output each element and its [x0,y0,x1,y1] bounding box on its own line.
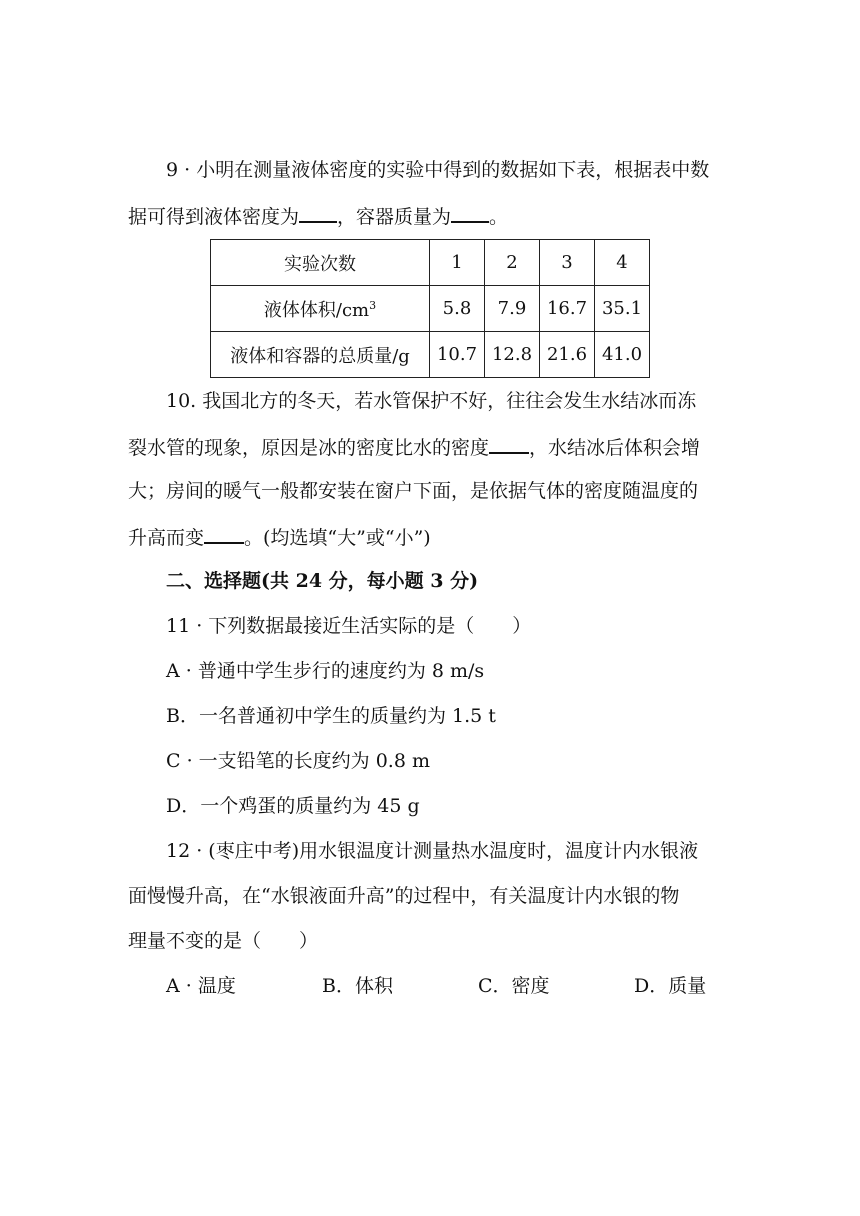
q9-text-b: ，容器质量为 [337,206,452,228]
table-row [211,332,650,378]
q12-option-a[interactable]: A · 温度 [166,975,236,997]
q11-option-a[interactable]: A · 普通中学生步行的速度约为 8 m/s [166,660,485,682]
q12-option-b[interactable]: B．体积 [322,975,393,997]
table-cell: 10.7 [430,332,485,378]
q9-line-1: 9 · 小明在测量液体密度的实验中得到的数据如下表，根据表中数 [166,159,710,181]
q11-option-b[interactable]: B．一名普通初中学生的质量约为 1.5 t [166,705,496,727]
table-row [211,240,650,286]
q12-line-3: 理量不变的是（ ） [128,930,319,952]
q9-text-a: 据可得到液体密度为 [128,206,300,228]
table-header-cell: 实验次数 [211,240,430,286]
section-heading: 二、选择题(共 24 分，每小题 3 分) [166,570,479,592]
q12-option-d[interactable]: D．质量 [634,975,707,997]
q10-line-3: 大；房间的暖气一般都安装在窗户下面，是依据气体的密度随温度的 [128,480,699,502]
q10-ice-density-blank[interactable] [489,434,529,454]
q12-line-2: 面慢慢升高，在“水银液面升高”的过程中，有关温度计内水银的物 [128,885,680,907]
q9-density-blank[interactable] [299,203,337,223]
q10-gas-density-blank[interactable] [204,524,244,544]
table-cell: 35.1 [595,286,650,332]
table-row-label [211,286,430,332]
q11-option-d[interactable]: D．一个鸡蛋的质量约为 45 g [166,795,420,817]
table-row [211,286,650,332]
table-cell: 21.6 [540,332,595,378]
table-cell: 41.0 [595,332,650,378]
q10-text-c: 升高而变 [128,527,205,549]
q11-stem: 11 · 下列数据最接近生活实际的是（ ） [166,615,532,637]
q12-line-1: 12 · (枣庄中考)用水银温度计测量热水温度时，温度计内水银液 [166,840,699,862]
q9-text-c: 。 [489,206,509,228]
table-header-cell: 2 [485,240,540,286]
table-cell: 7.9 [485,286,540,332]
q9-data-table [210,239,650,378]
q9-container-mass-blank[interactable] [451,203,489,223]
table-cell: 5.8 [430,286,485,332]
q10-line-2 [128,434,700,460]
table-header-cell: 1 [430,240,485,286]
q10-line-1: 10. 我国北方的冬天，若水管保护不好，往往会发生水结冰而冻 [166,390,697,412]
table-header-cell: 4 [595,240,650,286]
q10-text-b: ，水结冰后体积会增 [529,437,701,459]
q10-text-a: 裂水管的现象，原因是冰的密度比水的密度 [128,437,490,459]
q12-option-c[interactable]: C．密度 [478,975,550,997]
q10-text-d: 。(均选填“大”或“小”) [244,527,431,549]
table-row-label: 液体和容器的总质量/g [211,332,430,378]
volume-label: 液体体积/cm [263,299,370,321]
q11-option-c[interactable]: C · 一支铅笔的长度约为 0.8 m [166,750,430,772]
q9-line-2 [128,203,508,229]
table-cell: 16.7 [540,286,595,332]
volume-unit-exponent: 3 [369,298,377,312]
table-cell: 12.8 [485,332,540,378]
q10-line-4 [128,524,431,550]
table-header-cell: 3 [540,240,595,286]
